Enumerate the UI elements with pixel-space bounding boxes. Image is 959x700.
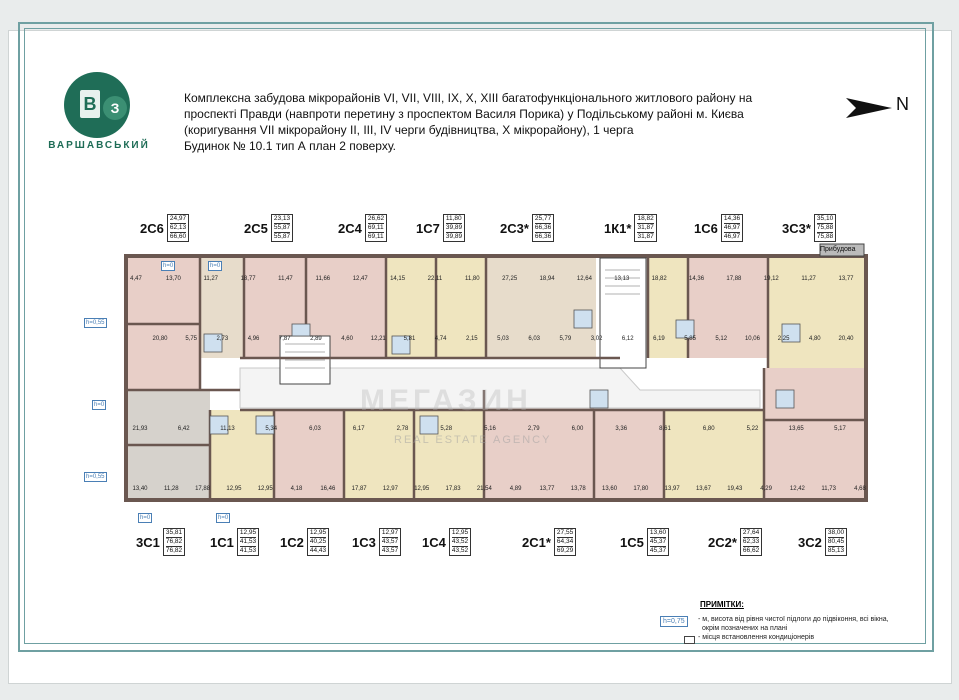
apartment-code: 1С5	[620, 534, 644, 550]
logo-name: ВАРШАВСЬКИЙ	[48, 140, 150, 151]
apartment-areas	[307, 528, 329, 556]
logo-mark-left: В	[80, 90, 100, 118]
apartment-area-value: 62,13	[169, 224, 187, 231]
apartment-area-value: 66,36	[534, 233, 552, 240]
apartment-area-value: 76,82	[165, 538, 183, 545]
apartment-area-value: 27,55	[556, 529, 574, 536]
top-room-area: 13,13	[614, 276, 630, 282]
mid-room-area: 6,12	[621, 336, 634, 342]
apartment-area-value: 27,64	[742, 529, 760, 536]
apartment-area-value: 12,95	[239, 529, 257, 536]
apartment-area-value: 66,60	[169, 233, 187, 240]
lower-room-area: 5,16	[484, 426, 496, 432]
lower-room-area: 8,61	[659, 426, 671, 432]
mid-room-area: 5,75	[185, 336, 198, 342]
top-room-area: 11,80	[465, 276, 480, 282]
bottom-room-area: 13,78	[570, 486, 586, 492]
apartment-areas	[163, 528, 185, 556]
top-room-area: 4,47	[130, 276, 142, 282]
top-tag-3	[416, 214, 465, 242]
apartment-areas	[237, 528, 259, 556]
mid-room-area: 3,02	[590, 336, 603, 342]
mid-room-area: 4,80	[808, 336, 821, 342]
height-mark-1: h=0	[163, 263, 174, 269]
bottom-tag-3	[352, 528, 401, 556]
bottom-tag-7	[708, 528, 762, 556]
apartment-area-value: 46,97	[723, 224, 741, 231]
apartment-areas	[554, 528, 576, 556]
lower-room-area: 6,80	[702, 426, 715, 432]
top-room-area: 18,77	[240, 276, 256, 282]
bottom-tag-6	[620, 528, 669, 556]
bottom-tag-2	[280, 528, 329, 556]
title-line-2: проспекті Правди (навпроти перетину з проспектом Василя Порика) у Подільському районі м. Києва	[184, 107, 744, 121]
apartment-code: 3С1	[136, 534, 160, 550]
top-tag-2	[338, 214, 387, 242]
mid-room-area: 2,89	[310, 336, 322, 342]
apartment-areas	[532, 214, 554, 242]
apartment-area-value: 13,60	[649, 529, 667, 536]
lower-room-area: 2,78	[396, 426, 409, 432]
bottom-room-area: 17,80	[633, 486, 649, 492]
apartment-area-value: 39,89	[445, 233, 463, 240]
lift-core	[600, 258, 646, 368]
lower-room-area: 2,79	[527, 426, 540, 432]
bottom-tag-5	[522, 528, 576, 556]
bottom-tag-8	[798, 528, 847, 556]
apartment-area-value: 62,33	[742, 538, 760, 545]
top-room-area: 11,27	[801, 276, 816, 282]
apartment-code: 2С6	[140, 220, 164, 236]
logo-mark-right: З	[103, 96, 127, 120]
mid-room-area: 2,73	[216, 336, 229, 342]
apartment-area-value: 31,87	[637, 233, 654, 240]
apartment-area-value: 11,80	[445, 215, 462, 222]
mid-room-area: 6,19	[653, 336, 665, 342]
mid-room-area: 20,80	[152, 336, 168, 342]
apartment-areas	[271, 214, 293, 242]
apartment-area-value: 12,95	[451, 529, 469, 536]
lower-room-area: 13,65	[788, 426, 804, 432]
apartment-area-value: 69,29	[556, 547, 574, 554]
annex-label: Прибудова	[820, 246, 856, 253]
height-mark-2: h=0	[210, 263, 221, 269]
apartment-area-value: 69,11	[367, 233, 384, 240]
apartment-area-value: 45,37	[649, 538, 667, 545]
apartment-area-value: 26,62	[367, 215, 385, 222]
apartment-area-value: 76,82	[165, 547, 183, 554]
height-mark-4: h=0	[94, 402, 105, 408]
apartment-code: 1С4	[422, 534, 446, 550]
bottom-room-area: 4,29	[760, 486, 772, 492]
top-tag-0	[140, 214, 189, 242]
apartment-area-value: 75,88	[816, 224, 834, 231]
apartment-area-value: 45,37	[649, 547, 667, 554]
apartment-area-value: 46,97	[723, 233, 741, 240]
legend-height-text-1: - м, висота від рівня чистої підлоги до підвіконня, всі вікна,	[698, 616, 889, 623]
top-tag-1	[244, 214, 293, 242]
mid-room-area: 12,21	[370, 336, 386, 342]
bottom-room-area: 17,88	[195, 486, 211, 492]
bottom-room-area: 13,40	[132, 486, 148, 492]
mid-room-area: 4,96	[247, 336, 260, 342]
bottom-tag-0	[136, 528, 185, 556]
apartment-area-value: 43,57	[381, 538, 399, 545]
north-label: N	[896, 94, 909, 114]
height-mark-7: h=0	[218, 515, 229, 521]
top-room-area: 12,47	[352, 276, 368, 282]
apartment-code: 1С3	[352, 534, 376, 550]
apartment-area-value: 31,87	[637, 224, 654, 231]
apartment-code: 1С1	[210, 534, 234, 550]
apartment-areas	[647, 528, 669, 556]
apartment-area-value: 39,89	[445, 224, 463, 231]
lower-room-area: 6,03	[309, 426, 321, 432]
apartment-area-value: 35,10	[816, 215, 834, 222]
lower-room-area: 5,28	[440, 426, 453, 432]
mid-room-area: 5,03	[497, 336, 509, 342]
apartment-area-value: 40,25	[309, 538, 327, 545]
mid-room-area: 5,12	[715, 336, 728, 342]
mid-room-area: 4,60	[341, 336, 353, 342]
apartment-code: 2С1*	[522, 534, 551, 550]
mid-room-area: 5,79	[559, 336, 572, 342]
apartment-code: 3С2	[798, 534, 822, 550]
top-room-area: 14,36	[689, 276, 705, 282]
lower-room-area: 6,17	[352, 426, 365, 432]
top-room-area: 22,11	[427, 276, 443, 282]
apartment-code: 3С3*	[782, 220, 811, 236]
bottom-room-area: 12,95	[257, 486, 273, 492]
mid-room-area: 2,25	[777, 336, 790, 342]
apartment-area-value: 43,57	[381, 547, 399, 554]
top-tag-7	[782, 214, 836, 242]
north-arrow-icon	[846, 96, 894, 120]
apartment-areas	[365, 214, 387, 242]
apartment-areas	[634, 214, 656, 242]
apartment-areas	[167, 214, 189, 242]
apartment-code: 2С4	[338, 220, 362, 236]
legend-ac-text: - місця встановлення кондиціонерів	[698, 634, 815, 641]
bottom-room-area: 12,95	[414, 486, 430, 492]
top-room-area: 11,47	[278, 276, 293, 282]
apartment-areas	[721, 214, 743, 242]
height-mark-5: h=0,55	[86, 474, 105, 480]
top-room-area: 18,94	[539, 276, 555, 282]
lower-room-area: 11,13	[220, 426, 235, 432]
mid-room-area: 5,81	[403, 336, 416, 342]
mid-room-area: 7,87	[278, 336, 291, 342]
legend-title: ПРИМІТКИ:	[700, 600, 744, 609]
top-room-area: 13,77	[838, 276, 854, 282]
title-line-4: Будинок № 10.1 тип А план 2 поверху.	[184, 139, 396, 153]
top-tag-5	[604, 214, 657, 242]
lower-room-area: 5,34	[265, 426, 278, 432]
bottom-room-area: 4,89	[509, 486, 522, 492]
top-tag-4	[500, 214, 554, 242]
apartment-code: 1С7	[416, 220, 440, 236]
bottom-room-area: 12,97	[382, 486, 398, 492]
bottom-room-area: 19,43	[727, 486, 743, 492]
bottom-room-area: 13,77	[539, 486, 555, 492]
bottom-room-area: 16,46	[320, 486, 336, 492]
apartment-code: 2С3*	[500, 220, 529, 236]
top-room-area: 14,15	[390, 276, 406, 282]
top-room-area: 12,64	[576, 276, 592, 282]
watermark: МЕГАЗИН	[360, 384, 532, 417]
bottom-room-area: 12,95	[226, 486, 242, 492]
top-tag-6	[694, 214, 743, 242]
bottom-room-area: 11,28	[164, 486, 179, 492]
title-line-3: (коригування VII мікрорайону II, III, IV черги будівництва, X мікрорайону), 1 черга	[184, 123, 634, 137]
watermark-sub: REAL ESTATE AGENCY	[394, 434, 552, 446]
apartment-area-value: 43,52	[451, 547, 469, 554]
bottom-room-area: 17,87	[351, 486, 367, 492]
bottom-room-area: 17,83	[445, 486, 461, 492]
lower-room-area: 5,17	[834, 426, 846, 432]
plan-title	[184, 90, 814, 154]
apartment-area-value: 24,97	[169, 215, 187, 222]
bottom-room-area: 4,18	[290, 486, 303, 492]
apartment-area-value: 38,00	[827, 529, 845, 536]
height-mark-6: h=0	[140, 515, 151, 521]
legend-height-box: h=0,75	[660, 616, 688, 627]
title-line-1: Комплексна забудова мікрорайонів VI, VII, VIII, IX, X, XIII багатофункціонального житлового району на	[184, 91, 753, 105]
apartment-area-value: 12,97	[381, 529, 399, 536]
floor-plan	[120, 240, 870, 502]
mid-room-area: 6,03	[528, 336, 541, 342]
apartment-code: 2С5	[244, 220, 268, 236]
mid-room-area: 4,74	[434, 336, 447, 342]
apartment-area-value: 12,95	[309, 529, 327, 536]
bottom-room-area: 4,68	[854, 486, 866, 492]
apartment-area-value: 69,11	[367, 224, 384, 231]
top-room-area: 27,25	[502, 276, 518, 282]
apartment-area-value: 80,45	[827, 538, 845, 545]
lower-room-area: 6,00	[571, 426, 584, 432]
apartment-area-value: 14,36	[723, 215, 741, 222]
apartment-area-value: 41,53	[239, 538, 257, 545]
height-mark-3: h=0,55	[86, 320, 105, 326]
bottom-tag-1	[210, 528, 259, 556]
bottom-tag-4	[422, 528, 471, 556]
apartment-areas	[379, 528, 401, 556]
apartment-area-value: 66,36	[534, 224, 552, 231]
apartment-areas	[814, 214, 836, 242]
top-room-area: 11,66	[315, 276, 331, 282]
mid-room-area: 10,06	[744, 336, 760, 342]
apartment-area-value: 85,13	[827, 547, 845, 554]
apartment-area-value: 44,43	[309, 547, 327, 554]
apartment-area-value: 25,77	[534, 215, 552, 222]
apartment-area-value: 41,53	[239, 547, 257, 554]
apartment-code: 1С2	[280, 534, 304, 550]
apartment-areas	[449, 528, 471, 556]
apartment-areas	[740, 528, 762, 556]
apartment-area-value: 75,88	[816, 233, 834, 240]
ac-legend-swatch	[684, 636, 695, 644]
top-room-area: 13,70	[165, 276, 181, 282]
apartment-area-value: 18,82	[637, 215, 654, 222]
apartment-code: 1К1*	[604, 220, 632, 236]
apartment-areas	[825, 528, 847, 556]
top-room-area: 11,27	[203, 276, 219, 282]
bottom-room-area: 11,73	[821, 486, 836, 492]
bottom-room-area: 21,54	[476, 486, 492, 492]
apartment-area-value: 55,87	[273, 233, 291, 240]
bottom-room-area: 13,67	[695, 486, 711, 492]
top-room-area: 18,82	[651, 276, 667, 282]
apartment-areas	[443, 214, 465, 242]
apartment-area-value: 43,52	[451, 538, 469, 545]
lower-room-area: 3,36	[615, 426, 628, 432]
apartment-area-value: 35,81	[165, 529, 183, 536]
apartment-area-value: 55,87	[273, 224, 291, 231]
mid-room-area: 2,15	[465, 336, 478, 342]
mid-room-area: 20,40	[838, 336, 854, 342]
apartment-area-value: 64,34	[556, 538, 574, 545]
top-room-area: 17,88	[726, 276, 742, 282]
bottom-room-area: 12,42	[789, 486, 805, 492]
apartment-code: 1С6	[694, 220, 718, 236]
mid-room-area: 5,85	[684, 336, 696, 342]
legend-height-text-2: окрім позначених на плані	[702, 625, 788, 632]
apartment-area-value: 23,13	[273, 215, 291, 222]
apartment-area-value: 66,62	[742, 547, 760, 554]
bottom-room-area: 13,97	[664, 486, 680, 492]
bottom-room-area: 13,60	[602, 486, 618, 492]
lower-room-area: 6,42	[177, 426, 190, 432]
lower-room-area: 5,22	[746, 426, 759, 432]
apartment-code: 2С2*	[708, 534, 737, 550]
lower-room-area: 21,93	[132, 426, 148, 432]
top-room-area: 19,12	[763, 276, 779, 282]
